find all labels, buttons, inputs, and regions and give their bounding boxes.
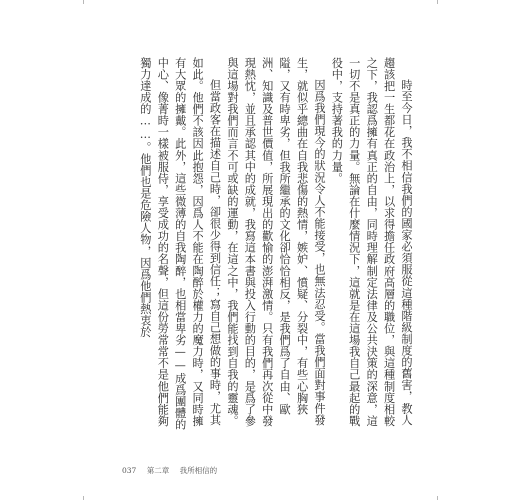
chapter-title: 我所相信的 bbox=[179, 466, 218, 475]
crop-mark-bottom-left bbox=[83, 496, 84, 500]
crop-mark-top-left bbox=[83, 0, 84, 4]
paragraph: 時至今日，我不相信我們的國家必須服從這種階級制度的舊害，教人趨該把一生都花在政治上，以求得擔任政府高層的職位，與這種制度相較之下，我認爲擁有真正的自由，同時理解制定法律及公共決策的深意，這一切不是真正的力量。無論在什麼情況下，這就是在這場我自己最起的戰役中，支持著我的力量。 bbox=[330, 57, 413, 427]
paragraph: 但當政客在描述自己時，卻很少得到信任；寫自己想做的事時，尤其如此。他們不該因此抱怨，因爲人不能在陶醉於權力的魔力時，又同時擁有大眾的擁戴。此外，這些微薄的自我陶醉，也相當卑劣——成爲團體的中心、像菁時一樣被服侍，享受成功的名聲，但這份勞常常不是他們能夠獨力達成的……。他們也是危險人物，因爲他們熱衷於 bbox=[138, 57, 222, 431]
chapter-number: 第二章 bbox=[146, 466, 170, 475]
paragraph: 因爲我們現今的狀況令人不能接受，也無法忍受。當我們面對事件發生，就似乎總曲在自我悲傷的熱情，嫉妒、憤疑、分裂中，有些心胸狹隘，又有時卑劣，但我所繼承的文化卻恰恰相反，是我們爲了自由、歐洲、知識及普世價值，所展現出的歡愉的澎湃激情。只有我們再次從中發現熱忱，並且承認其中的成就，我寫這本書與投入行動的目的，是爲了參與這場對我們而言不可或缺的運動，在這之中，我們能找到自我的靈魂。 bbox=[225, 57, 326, 427]
page-footer bbox=[122, 465, 225, 476]
vertical-body-text bbox=[138, 57, 415, 437]
page-number: 037 bbox=[122, 466, 137, 475]
crop-mark-bottom-right bbox=[437, 496, 438, 500]
crop-mark-top-right bbox=[437, 0, 438, 4]
